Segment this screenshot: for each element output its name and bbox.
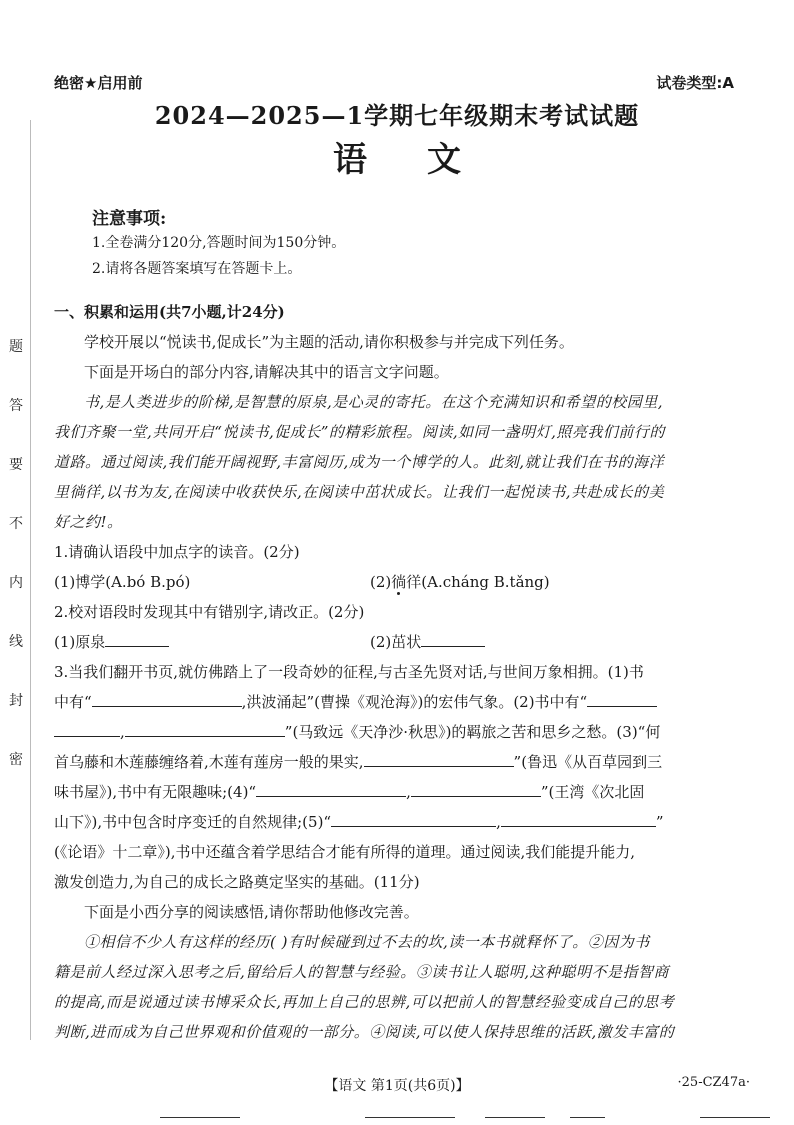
confidential-label: 绝密★启用前 [54, 74, 143, 92]
binding-line [30, 120, 31, 1040]
essay-intro: 下面是小西分享的阅读感悟,请你帮助他修改完善。 [84, 903, 419, 921]
answer-blank[interactable] [331, 810, 496, 827]
question-3-line: 首乌藤和木莲藤缠络着,木莲有莲房一般的果实, ”(鲁迅《从百草园到三 [54, 747, 744, 777]
answer-blank[interactable] [105, 630, 169, 647]
question-1-option-b: (2)徜徉(A.cháng B.tǎng) [370, 573, 550, 591]
question-1-options [54, 567, 744, 597]
exam-title: 2024—2025—1学期七年级期末考试试题 [154, 101, 640, 130]
passage-line: 好之约!。 [54, 513, 123, 531]
essay-line: 籍是前人经过深入思考之后,留给后人的智慧与经验。③读书让人聪明,这种聪明不是指智商 [54, 963, 670, 981]
section-heading: 一、积累和运用(共7小题,计24分) [54, 303, 285, 321]
essay-line: ①相信不少人有这样的经历( )有时候碰到过不去的坎,读一本书就释怀了。②因为书 [84, 933, 650, 951]
binding-margin [2, 340, 30, 812]
paper-type-label: 试卷类型:A [656, 74, 734, 92]
paper-code: ·25-CZ47a· [677, 1075, 750, 1090]
question-3-line: (《论语》十二章》),书中还蕴含着学思结合才能有所得的道理。通过阅读,我们能提升能力, [54, 843, 636, 861]
binding-char: 线 [9, 634, 23, 650]
answer-blank[interactable] [411, 780, 541, 797]
question-3-line: , ”(马致远《天净沙·秋思》)的羁旅之苦和思乡之愁。(3)“何 [54, 717, 744, 747]
question-1-option-a: (1)博学(A.bó B.pó) [54, 573, 191, 591]
binding-char: 封 [9, 693, 23, 709]
question-2-stem: 2.校对语段时发现其中有错别字,请改正。(2分) [54, 603, 365, 621]
binding-char: 内 [9, 575, 23, 591]
question-2-items [54, 627, 744, 657]
section-intro: 学校开展以“悦读书,促成长”为主题的活动,请你积极参与并完成下列任务。 [84, 333, 574, 351]
essay-line: 的提高,而是说通过读书博采众长,再加上自己的思辨,可以把前人的智慧经验变成自己的思考 [54, 993, 675, 1011]
note-item: 2.请将各题答案填写在答题卡上。 [92, 261, 302, 277]
bottom-rule [365, 1117, 455, 1118]
binding-char: 题 [9, 339, 23, 355]
binding-char: 密 [9, 752, 23, 768]
question-3-line: 激发创造力,为自己的成长之路奠定坚实的基础。(11分) [54, 873, 420, 891]
question-3-line: 3.当我们翻开书页,就仿佛踏上了一段奇妙的征程,与古圣先贤对话,与世间万象相拥。(1)书 [54, 663, 644, 681]
question-2-item-b: (2)茁状 [370, 633, 422, 651]
binding-char: 要 [9, 457, 23, 473]
page-footer: 【语文 第1页(共6页)】 [324, 1078, 470, 1094]
binding-char: 答 [9, 398, 23, 414]
passage-line: 我们齐聚一堂,共同开启“悦读书,促成长”的精彩旅程。阅读,如同一盏明灯,照亮我们前行的 [54, 423, 665, 441]
passage-line: 里徜徉,以书为友,在阅读中收获快乐,在阅读中茁状成长。让我们一起悦读书,共赴成长的美 [54, 483, 665, 501]
subject-title: 语文 [333, 140, 521, 180]
answer-blank[interactable] [256, 780, 406, 797]
passage-line: 道路。通过阅读,我们能开阔视野,丰富阅历,成为一个博学的人。此刻,就让我们在书的海洋 [54, 453, 665, 471]
passage-intro: 下面是开场白的部分内容,请解决其中的语言文字问题。 [84, 363, 449, 381]
answer-blank[interactable] [54, 720, 120, 737]
answer-blank[interactable] [364, 750, 514, 767]
bottom-rule [570, 1117, 605, 1118]
notes-heading: 注意事项: [92, 209, 167, 229]
bottom-rule [160, 1117, 240, 1118]
answer-blank[interactable] [501, 810, 656, 827]
answer-blank[interactable] [587, 690, 657, 707]
binding-char: 不 [9, 516, 23, 532]
bottom-rule [485, 1117, 545, 1118]
question-2-item-a: (1)原泉 [54, 633, 106, 651]
question-3-line: 中有“ ,洪波涌起”(曹操《观沧海》)的宏伟气象。(2)书中有“ [54, 687, 744, 717]
note-item: 1.全卷满分120分,答题时间为150分钟。 [92, 235, 346, 251]
answer-blank[interactable] [125, 720, 285, 737]
question-3-line: 山下》),书中包含时序变迁的自然规律;(5)“ , ” [54, 807, 744, 837]
answer-blank[interactable] [421, 630, 485, 647]
answer-blank[interactable] [92, 690, 242, 707]
bottom-rule [700, 1117, 770, 1118]
question-3-line: 味书屋》),书中有无限趣味;(4)“ , ”(王湾《次北固 [54, 777, 744, 807]
question-1-stem: 1.请确认语段中加点字的读音。(2分) [54, 543, 300, 561]
essay-line: 判断,进而成为自己世界观和价值观的一部分。④阅读,可以使人保持思维的活跃,激发丰富的 [54, 1023, 675, 1041]
passage-line: 书,是人类进步的阶梯,是智慧的原泉,是心灵的寄托。在这个充满知识和希望的校园里, [84, 393, 664, 411]
